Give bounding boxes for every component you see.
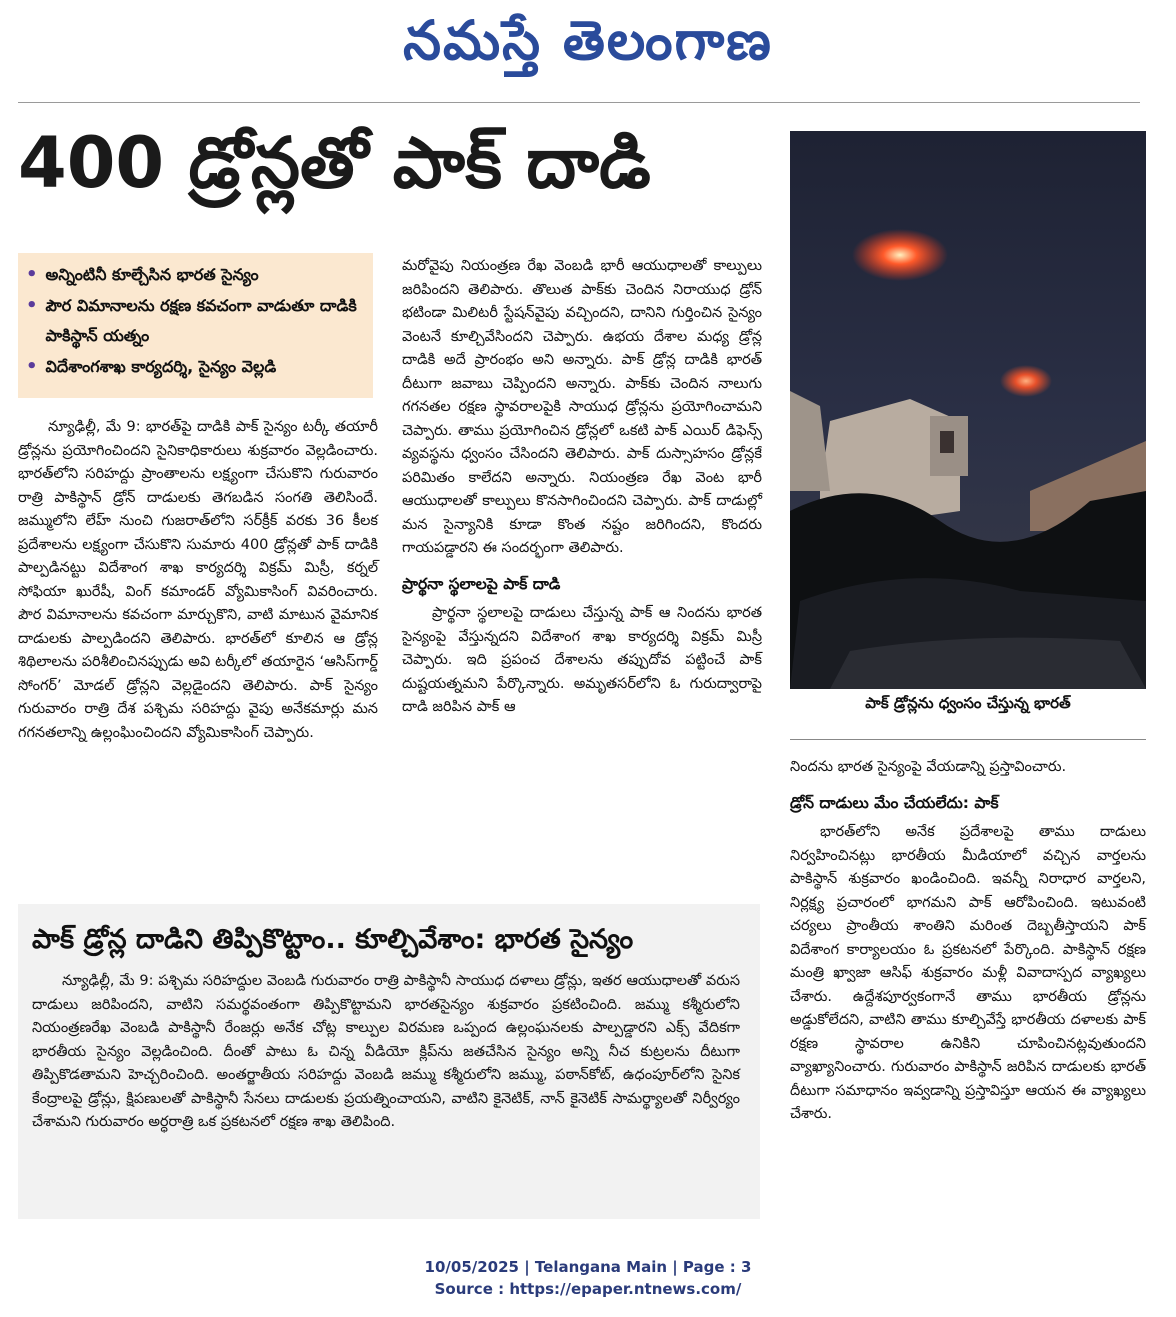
masthead-divider (18, 102, 1140, 103)
caption-divider (790, 739, 1146, 740)
photo-caption: పాక్ డ్రోన్లను ధ్వంసం చేస్తున్న భారత్ (865, 694, 1071, 712)
subheading-pak-denial: డ్రోన్ దాడులు మేం చేయలేదు: పాక్ (790, 793, 999, 812)
masthead-logo: నమస్తే తెలంగాణ (403, 8, 773, 72)
article-body-left: న్యూఢిల్లీ, మే 9: భారత్‌పై దాడికి పాక్ సైన్యం టర్కీ తయారీ డ్రోన్లను ప్రయోగించిందని సైనికాధికారులు శుక్రవారం వెల్లడించారు. భారత్‌లోని సరిహద్దు ప్రాంతాలను లక్ష్యంగా చేసుకొని గురువారం రాత్రి పాకిస్థాన్ డ్రోన్ దాడులకు తెగబడిన సంగతి తెలిసిందే. జమ్ములోని లేహ్ నుంచి గుజరాత్‌లోని సర్‌క్రీక్ వరకు 36 కీలక ప్రదేశాలను లక్ష్యంగా చేసుకొని సుమారు 400 డ్రోన్లతో పాక్ దాడికి పాల్పడినట్టు విదేశాంగ శాఖ కార్యదర్శి విక్రమ్ మిస్రీ, కర్నల్ సోఫియా ఖురేషీ, వింగ్ కమాండర్ వ్యోమికాసింగ్ వివరించారు. పౌర విమానాలను కవచంగా మార్చుకొని, వాటి మాటున వైమానిక దాడులకు పాల్పడిందని తెలిపారు. భారత్‌లో కూలిన ఆ డ్రోన్ల శిథిలాలను పరిశీలించినప్పుడు అవి టర్కీలో తయారైన ‘ఆసిస్‌గార్డ్ సోంగర్’ మోడల్ డ్రోన్లని వెల్లడైందని తెలిపారు. పాక్ సైన్యం గురువారం రాత్రి దేశ పశ్చిమ సరిహద్దు వైపు అనేకమార్లు మన గగనతలాన్ని ఉల్లంఘించిందని వ్యోమికాసింగ్ చెప్పారు. (18, 419, 378, 741)
article-body-right: భారత్‌లోని అనేక ప్రదేశాలపై తాము దాడులు నిర్వహించినట్లు భారతీయ మీడియాలో వచ్చిన వార్తలను పాకిస్థాన్ శుక్రవారం ఖండించింది. ఇవన్నీ నిరాధార వార్తలని, నిర్లక్ష్య ప్రచారంలో భాగమని పాక్ ఆరోపించింది. ఇటువంటి చర్యలు ప్రాంతీయ శాంతిని మరింత దెబ్బతీస్తాయని పాక్ విదేశాంగ కార్యాలయం ఓ ప్రకటనలో పేర్కొంది. పాకిస్థాన్ రక్షణ మంత్రి ఖ్వాజా ఆసిఫ్ శుక్రవారం మళ్లీ వివాదాస్పద వ్యాఖ్యలు చేశారు. ఉద్దేశపూర్వకంగానే తాము భారతీయ డ్రోన్లను అడ్డుకోలేదని, వాటిని తాము కూల్చివేస్తే భారతీయ దళాలకు పాక్ రక్షణ స్థావరాల ఉనికిని చూపించినట్లవుతుందని వ్యాఖ్యానించారు. గురువారం పాకిస్థాన్ జరిపిన దాడులకు భారత్ దీటుగా సమాధానం ఇవ్వడాన్ని ప్రస్తావిస్తూ ఆయన ఈ వ్యాఖ్యలు చేశారు. (790, 824, 1146, 1122)
highlight-item: • విదేశాంగశాఖ కార్యదర్శి, సైన్యం వెల్లడి (26, 351, 365, 383)
bullet-icon: • (26, 356, 38, 377)
drone-light-2 (1000, 365, 1052, 397)
highlights-box (18, 253, 373, 398)
news-photo (790, 131, 1146, 689)
article-body-right-lead: నిందను భారత సైన్యంపై వేయడాన్ని ప్రస్తావించారు. (790, 759, 1067, 775)
main-headline: 400 డ్రోన్లతో పాక్ దాడి (18, 122, 651, 204)
highlight-item: • అన్నింటినీ కూల్చేసిన భారత సైన్యం (26, 259, 365, 291)
page-footer (0, 1256, 1176, 1300)
article-column-middle (402, 255, 762, 720)
article-body-middle-2: ప్రార్థనా స్థలాలపై దాడులు చేస్తున్న పాక్ ఆ నిందను భారత సైన్యంపై వేస్తున్నదని విదేశాంగ శాఖ కార్యదర్శి విక్రమ్ మిస్రీ చెప్పారు. ఇది ప్రపంచ దేశాలను తప్పుదోవ పట్టించే పాక్ దుష్టయత్నమని పేర్కొన్నారు. అమృతసర్‌లోని ఓ గురుద్వారాపై దాడి జరిపిన పాక్ ఆ (402, 605, 762, 715)
highlight-item: • పౌర విమానాలను రక్షణ కవచంగా వాడుతూ దాడికి పాకిస్థాన్ యత్నం (26, 291, 365, 351)
secondary-headline: పాక్ డ్రోన్ల దాడిని తిప్పికొట్టాం.. కూల్చివేశాం: భారత సైన్యం (32, 924, 634, 955)
bullet-icon: • (26, 264, 38, 285)
drone-light-1 (852, 229, 948, 281)
subheading-prayer-sites: ప్రార్థనా స్థలాలపై పాక్ దాడి (402, 574, 561, 593)
footer-source-link[interactable]: Source : https://epaper.ntnews.com/ (434, 1280, 742, 1298)
bullet-icon: • (26, 295, 38, 316)
secondary-story-body: న్యూఢిల్లీ, మే 9: పశ్చిమ సరిహద్దుల వెంబడి గురువారం రాత్రి పాకిస్థానీ సాయుధ దళాలు డ్రోన్లు, ఇతర ఆయుధాలతో వరుస దాడులు జరిపిందని, వాటిని సమర్థవంతంగా తిప్పికొట్టామని భారతసైన్యం శుక్రవారం ప్రకటించింది. జమ్ము కశ్మీరులోని నియంత్రణరేఖ వెంబడి పాకిస్థానీ రేంజర్లు అనేక చోట్ల కాల్పుల విరమణ ఒప్పంద ఉల్లంఘనలకు పాల్పడ్డారని ఎక్స్ వేదికగా భారతీయ సైన్యం వెల్లడించింది. దీంతో పాటు ఓ చిన్న వీడియో క్లిప్‌ను జతచేసిన సైన్యం అన్ని నీచ కుట్రలను దీటుగా తిప్పికొడతామని హెచ్చరించింది. అంతర్జాతీయ సరిహద్దు వెంబడి జమ్ము కశ్మీరులోని జమ్ము, పఠాన్‌కోట్, ఉధంపూర్‌లోని సైనిక కేంద్రాలపై డ్రోన్లు, క్షిపణులతో పాకిస్థానీ సేనలు దాడులకు ప్రయత్నించాయని, వాటిని కైనెటిక్, నాన్ కైనెటిక్ సామర్థ్యాలతో నిర్వీర్యం చేశామని గురువారం అర్ధరాత్రి ఒక ప్రకటనలో రక్షణ శాఖ తెలిపింది. (32, 973, 740, 1130)
article-column-left (18, 416, 378, 745)
article-column-right (790, 756, 1146, 1127)
article-body-middle: మరోవైపు నియంత్రణ రేఖ వెంబడి భారీ ఆయుధాలతో కాల్పులు జరిపిందని తెలిపారు. తొలుత పాక్‌కు చెందిన నిరాయుధ డ్రోన్ భటిండా మిలిటరీ స్టేషన్‌వైపు వచ్చిందని, దానిని గుర్తించిన సైన్యం వెంటనే కూల్చివేసిందని చెప్పారు. ఉభయ దేశాల మధ్య డ్రోన్ల దాడికి అదే ప్రారంభం అని అన్నారు. పాక్ డ్రోన్ల దాడికి భారత్ దీటుగా జవాబు చెప్పిందని అన్నారు. పాక్‌కు చెందిన నాలుగు గగనతల రక్షణ స్థావరాలపైకి సాయుధ డ్రోన్లను ప్రయోగించామని చెప్పారు. తాము ప్రయోగించిన డ్రోన్లలో ఒకటి పాక్ ఎయిర్ డిఫెన్స్ వ్యవస్థను ధ్వంసం చేసిందని తెలిపారు. పాక్ దుస్సాహసం డ్రోన్లకే పరిమితం కాలేదని అన్నారు. నియంత్రణ రేఖ వెంట భారీ ఆయుధాలతో కాల్పులు కొనసాగించిందని చెప్పారు. పాక్ దాడుల్లో మన సైన్యానికి కూడా కొంత నష్టం జరిగిందని, కొందరు గాయపడ్డారని ఈ సందర్భంగా తెలిపారు. (402, 258, 762, 556)
drone-night-photo (790, 131, 1146, 689)
footer-edition-info: 10/05/2025 | Telangana Main | Page : 3 (424, 1258, 752, 1276)
